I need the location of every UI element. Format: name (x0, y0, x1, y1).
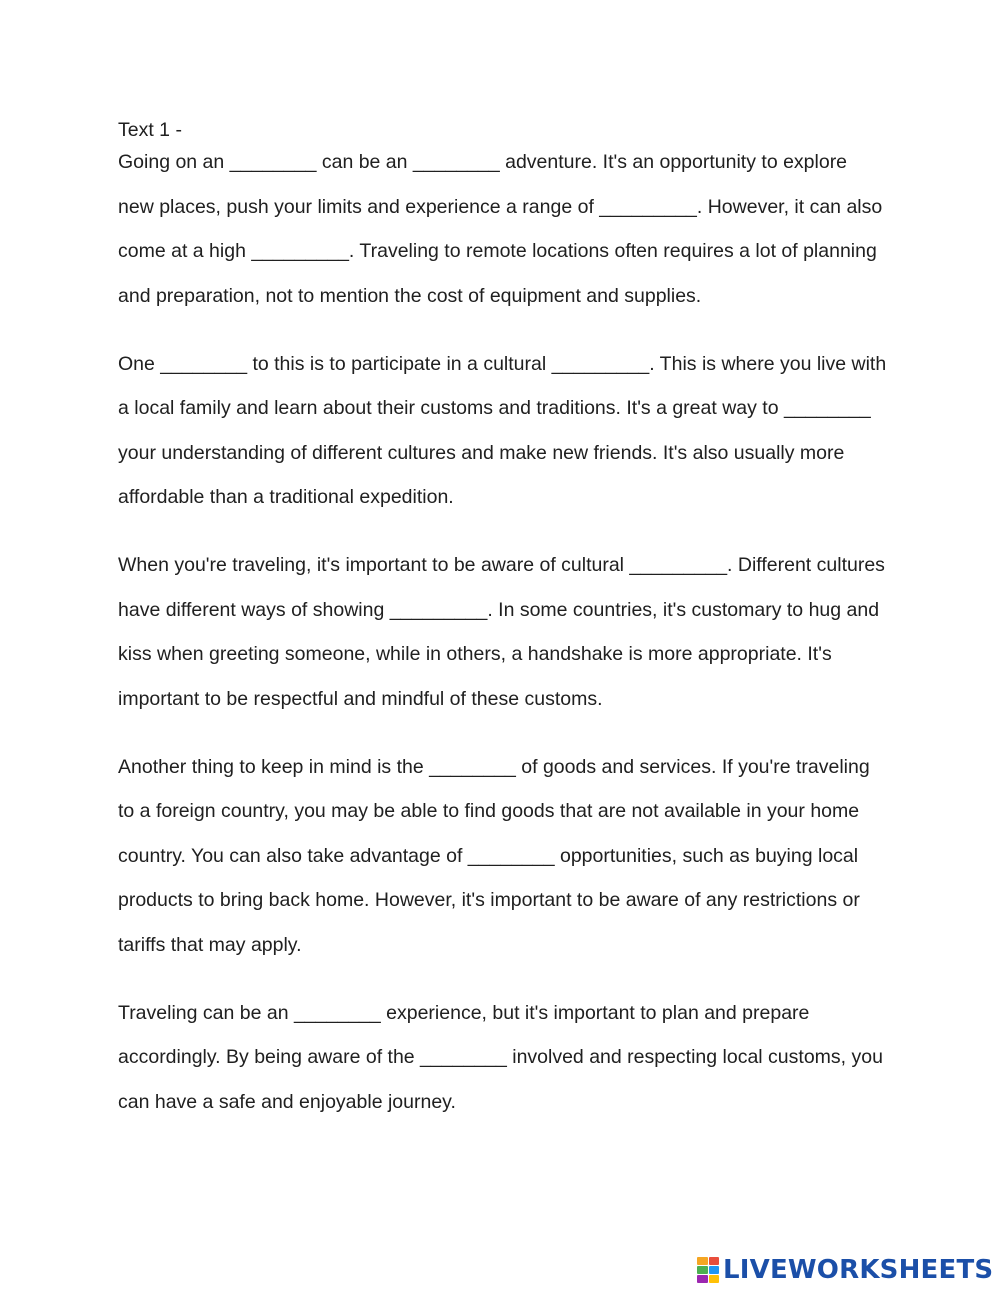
paragraph-2: One ________ to this is to participate in a cultural _________. This is where you live with a local family and learn about their customs and traditions. It's a great way to ________ your understanding of different cultures and make new friends. It's also usually more affordable than a traditional expedition. (118, 352, 887, 508)
logo-square-6 (709, 1275, 720, 1283)
logo-square-1 (697, 1257, 708, 1265)
paragraph-5: Traveling can be an ________ experience, but it's important to plan and prepare accordingly. By being aware of the ________ involved and respecting local customs, you can have a safe and enjoyable journey. (118, 1001, 883, 1113)
paragraph-1: Going on an ________ can be an ________ adventure. It's an opportunity to explore new places, push your limits and experience a range of _________. However, it can also come at a high _________. Traveling to remote locations often requires a lot of planning and preparation, not to mention the cost of equipment and supplies. (118, 151, 883, 307)
logo-text: LIVEWORKSHEETS (723, 1255, 994, 1285)
logo-square-3 (697, 1266, 708, 1274)
paragraph-3: When you're traveling, it's important to be aware of cultural _________. Different cultures have different ways of showing _________. In some countries, it's customary to hug and kiss when greeting someone, while in others, a handshake is more appropriate. It's important to be respectful and mindful of these customs. (118, 554, 885, 710)
worksheet-body (118, 140, 888, 1124)
paragraph-4: Another thing to keep in mind is the ________ of goods and services. If you're traveling to a foreign country, you may be able to find goods that are not available in your home country. You can also take advantage of ________ opportunities, such as buying local products to bring back home. However, it's important to be aware of any restrictions or tariffs that may apply. (118, 755, 870, 956)
text-heading: Text 1 - (118, 119, 182, 141)
logo-square-2 (709, 1257, 720, 1265)
liveworksheets-logo (697, 1253, 993, 1287)
logo-square-5 (697, 1275, 708, 1283)
logo-square-4 (709, 1266, 720, 1274)
liveworksheets-logo-icon (697, 1257, 719, 1283)
